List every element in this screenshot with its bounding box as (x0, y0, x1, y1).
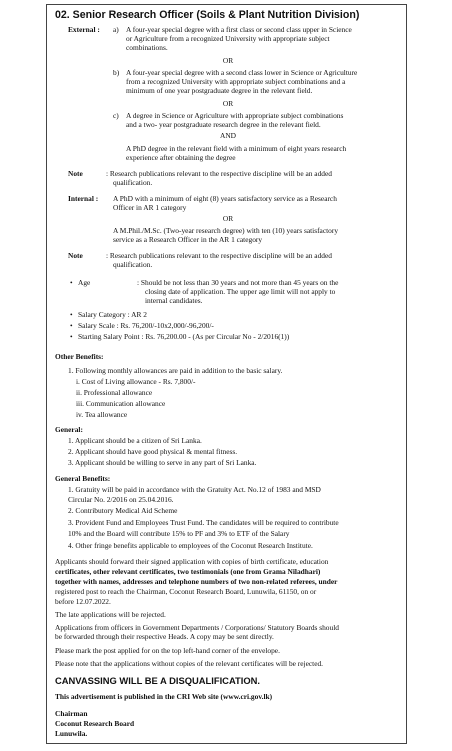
note-line: : Research publications relevant to the respective discipline will be an added (106, 169, 332, 178)
web-notice: This advertisement is published in the CRI Web site (www.cri.gov.lk) (55, 692, 273, 701)
internal-b-line: A M.Phil./M.Sc. (Two-year research degree) with ten (10) years satisfactory (113, 226, 339, 235)
note-line: qualification. (113, 178, 153, 187)
general-benefit-line: 1. Gratuity will be paid in accordance with the Gratuity Act. No.12 of 1983 and MSD (68, 485, 321, 494)
or-separator: OR (222, 56, 234, 65)
canvassing-warning: CANVASSING WILL BE A DISQUALIFICATION. (55, 675, 261, 686)
apply-line: Applicants should forward their signed application with copies of birth certificate, education (55, 557, 329, 566)
internal-a-line: Officer in AR 1 category (113, 203, 187, 212)
allowance-item: ii. Professional allowance (76, 388, 153, 397)
officers-notice: Applications from officers in Government Departments / Corporations/ Statutory Boards should (55, 623, 339, 632)
salary-scale: • Salary Scale : Rs. 76,200/-10x2,000/-96,200/- (78, 321, 214, 330)
external-a-line: A four-year special degree with a first class or second class upper in Science (126, 25, 352, 34)
general-benefit-line: 3. Provident Fund and Employees Trust Fund. The candidates will be required to contribute (68, 518, 339, 527)
apply-line: together with names, addresses and telephone numbers of two non-related referees, under (55, 577, 338, 586)
external-b-line: minimum of one year postgraduate degree in the relevant field. (126, 86, 313, 95)
external-a-line: or Agriculture from a recognized University with appropriate subject (126, 34, 330, 43)
age-label: • Age (78, 278, 90, 287)
signature-title: Chairman (55, 709, 88, 718)
general-benefit-line: 2. Contributory Medical Aid Scheme (68, 506, 178, 515)
envelope-notice: Please mark the post applied for on the top left-hand corner of the envelope. (55, 646, 280, 655)
general-item: 3. Applicant should be willing to serve in any part of Sri Lanka. (68, 458, 257, 467)
phd-line: experience after obtaining the degree (126, 153, 236, 162)
note-line: qualification. (113, 260, 153, 269)
general-benefit-line: 4. Other fringe benefits applicable to employees of the Coconut Research Institute. (68, 541, 313, 550)
note-line: : Research publications relevant to the respective discipline will be an added (106, 251, 332, 260)
age-line: : Should be not less than 30 years and not more than 45 years on the (137, 278, 339, 287)
age-line: closing date of application. The upper age limit will not apply to (145, 287, 336, 296)
signature-place: Lunuwila. (55, 729, 88, 738)
and-separator: AND (219, 131, 236, 140)
page-title: 02. Senior Research Officer (Soils & Plant Nutrition Division) (55, 9, 360, 21)
phd-line: A PhD degree in the relevant field with a minimum of eight years research (126, 144, 347, 153)
or-separator: OR (222, 99, 234, 108)
external-b-line: from a recognized University with appropriate subject combinations and a (126, 77, 346, 86)
allowance-item: iv. Tea allowance (76, 410, 128, 419)
age-line: internal candidates. (145, 296, 203, 305)
note-label: Note (68, 169, 83, 178)
option-b-marker: b) (113, 68, 120, 77)
external-label: External : (68, 25, 100, 34)
general-heading: General: (55, 425, 83, 434)
apply-line: certificates, other relevant certificates, two testimonials (one from Grama Niladhari) (55, 567, 321, 576)
general-item: 2. Applicant should have good physical & mental fitness. (68, 447, 238, 456)
external-c-line: and a two- year postgraduate research degree in the relevant field. (126, 120, 321, 129)
internal-label: Internal : (68, 194, 99, 203)
late-notice: The late applications will be rejected. (55, 610, 166, 619)
general-benefit-line: Circular No. 2/2016 on 25.04.2016. (68, 495, 174, 504)
general-benefits-heading: General Benefits: (55, 474, 111, 483)
option-c-marker: c) (113, 111, 119, 120)
internal-a-line: A PhD with a minimum of eight (8) years satisfactory service as a Research (113, 194, 337, 203)
other-benefits-intro: 1. Following monthly allowances are paid in addition to the basic salary. (68, 366, 283, 375)
note-label: Note (68, 251, 83, 260)
general-item: 1. Applicant should be a citizen of Sri Lanka. (68, 436, 202, 445)
officers-notice: be forwarded through their respective Heads. A copy may be sent directly. (55, 632, 274, 641)
external-c-line: A degree in Science or Agriculture with appropriate subject combinations (126, 111, 344, 120)
other-benefits-heading: Other Benefits: (55, 352, 104, 361)
starting-salary: • Starting Salary Point : Rs. 76,200.00 - (As per Circular No - 2/2016(1)) (78, 332, 289, 341)
salary-category: • Salary Category : AR 2 (78, 310, 147, 319)
allowance-item: i. Cost of Living allowance - Rs. 7,800/- (76, 377, 196, 386)
external-a-line: combinations. (126, 43, 168, 52)
option-a-marker: a) (113, 25, 119, 34)
apply-line: before 12.07.2022. (55, 597, 111, 606)
general-benefit-line: 10% and the Board will contribute 15% to PF and 3% to ETF of the Salary (68, 529, 290, 538)
or-separator: OR (222, 214, 234, 223)
signature-org: Coconut Research Board (55, 719, 135, 728)
copies-notice: Please note that the applications without copies of the relevant certificates will be rejected. (55, 659, 324, 668)
external-b-line: A four-year special degree with a second class lower in Science or Agriculture (126, 68, 358, 77)
apply-line: registered post to reach the Chairman, Coconut Research Board, Lunuwila, 61150, on or (55, 587, 317, 596)
internal-b-line: service as a Research Officer in the AR 1 category (113, 235, 263, 244)
allowance-item: iii. Communication allowance (76, 399, 166, 408)
